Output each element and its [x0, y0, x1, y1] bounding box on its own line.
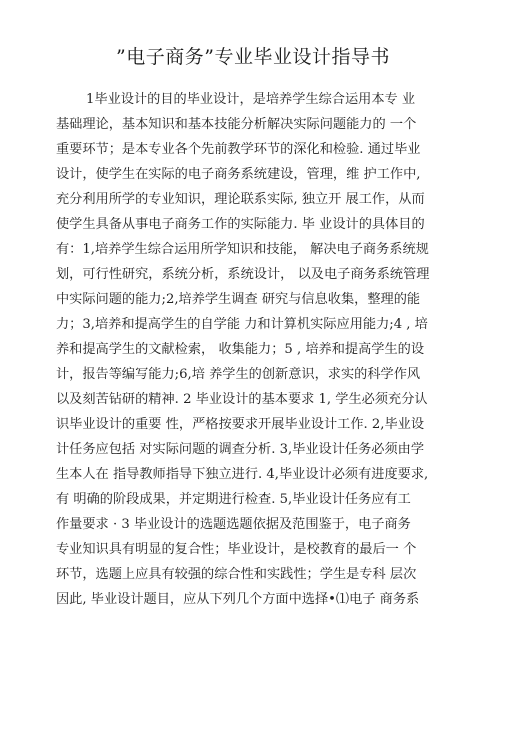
paragraph-line: 以及刻苦钻研的精神. 2 毕业设计的基本要求 1, 学生必须充分认 [56, 392, 428, 407]
paragraph-line: 计任务应包括 对实际问题的调查分析. 3,毕业设计任务必须由学 [56, 442, 425, 457]
paragraph-line: 重要环节；是本专业各个先前教学环节的深化和检验. 通过毕业 [56, 142, 421, 157]
paragraph-line: 计，报告等编写能力;6,培 养学生的创新意识，求实的科学作风 [56, 367, 421, 382]
paragraph-line: 有：1,培养学生综合运用所学知识和技能， 解决电子商务系统规 [56, 242, 429, 257]
paragraph-line: 因此, 毕业设计题目，应从下列几个方面中选择•⑴电子 商务系 [56, 592, 420, 607]
document-title: ”电子商务”专业毕业设计指导书 [116, 46, 390, 68]
paragraph-line: 环节，选题上应具有较强的综合性和实践性；学生是专科 层次 [56, 567, 417, 582]
paragraph-line: 养和提高学生的文献检索， 收集能力；5 , 培养和提高学生的设 [56, 342, 425, 357]
paragraph-line: 作量要求 · 3 毕业设计的选题选题依据及范围鉴于，电子商务 [56, 517, 411, 532]
paragraph-line: 1毕业设计的目的毕业设计，是培养学生综合运用本专 业 [86, 92, 416, 107]
paragraph-line: 有 明确的阶段成果，并定期进行检查. 5,毕业设计任务应有工 [56, 492, 411, 507]
paragraph-line: 专业知识具有明显的复合性；毕业设计，是校教育的最后一 个 [56, 542, 417, 557]
paragraph-line: 基础理论，基本知识和基本技能分析解决实际问题能力的 一个 [56, 117, 417, 132]
paragraph-line: 设计，使学生在实际的电子商务系统建设，管理，维 护工作中, [56, 167, 421, 182]
paragraph-line: 充分利用所学的专业知识，理论联系实际, 独立开 展工作，从而 [56, 192, 425, 207]
paragraph-line: 使学生具备从事电子商务工作的实际能力. 毕 业设计的具体目的 [56, 217, 425, 232]
paragraph-line: 划，可行性研究，系统分析，系统设计， 以及电子商务系统管理 [56, 267, 430, 282]
paragraph-line: 生本人在 指导教师指导下独立进行. 4,毕业设计必须有进度要求, [56, 467, 429, 482]
paragraph-line: 中实际问题的能力;2,培养学生调查 研究与信息收集，整理的能 [56, 292, 421, 307]
paragraph-line: 识毕业设计的重要 性，严格按要求开展毕业设计工作. 2,毕业设 [56, 417, 425, 432]
paragraph-line: 力；3,培养和提高学生的自学能 力和计算机实际应用能力;4 , 培 [56, 317, 428, 332]
